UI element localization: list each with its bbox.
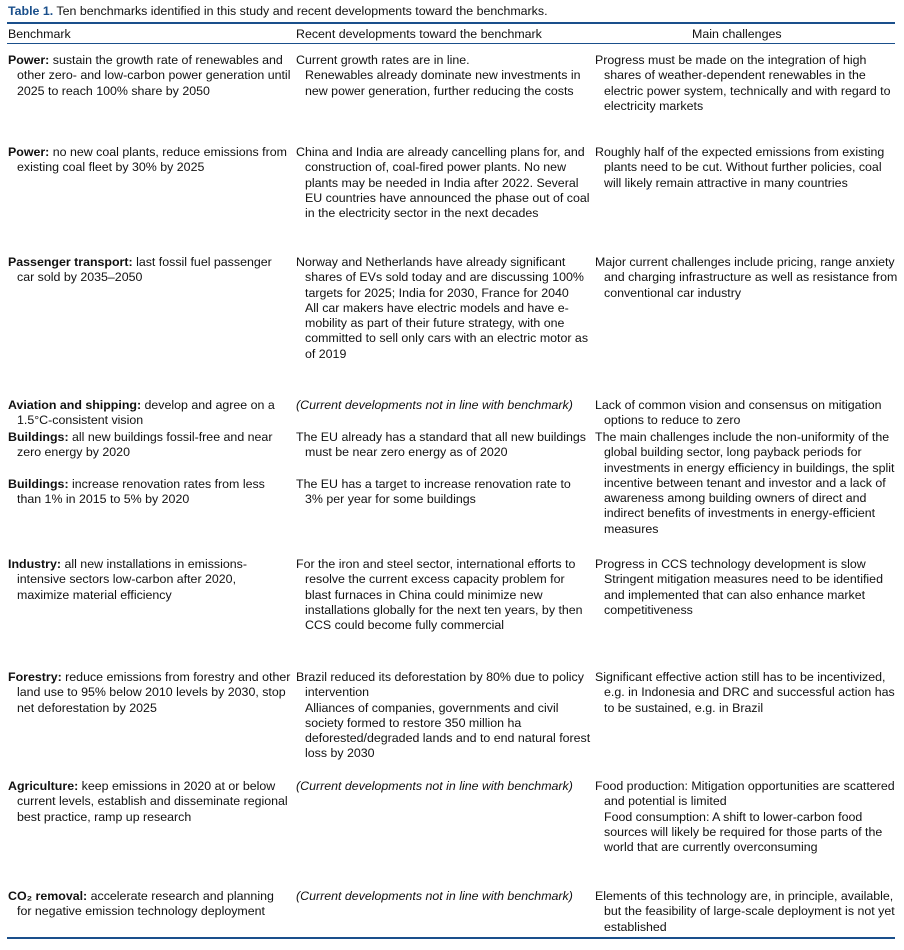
sector-label: Agriculture: [8,779,79,793]
challenges-cell: Progress in CCS technology development is slow Stringent mitigation measures need to be identified and implemented that can also enhance market competitiveness [595,557,883,617]
benchmark-cell [8,779,291,825]
developments-note: (Current developments not in line with benchmark) [296,779,573,793]
challenges-cell: Food production: Mitigation opportunities are scattered and potential is limited Food consumption: A shift to lower-carbon food sources will likely be required for those parts of the world that are currently overconsuming [595,779,895,855]
benchmark-text: last fossil fuel passenger car sold by 2035–2050 [17,255,272,285]
challenges-cell: Elements of this technology are, in principle, available, but the feasibility of large-scale deployment is not yet established [595,889,895,934]
developments-cell: Brazil reduced its deforestation by 80% due to policy intervention Alliances of companies, governments and civil society formed to restore 350 million ha deforested/degraded lands and to end natural forest loss by 2030 [296,670,591,761]
bottom-rule [7,937,895,939]
sector-label: Buildings: [8,477,69,491]
challenges-cell: Major current challenges include pricing, range anxiety and charging infrastructure as well as resistance from conventional car industry [595,255,898,300]
challenges-cell: Progress must be made on the integration of high shares of weather-dependent renewables in the electric power system, technically and with regard to electricity markets [595,53,891,113]
benchmark-cell [8,145,291,176]
developments-cell: Current growth rates are in line. Renewables already dominate new investments in new power generation, further reducing the costs [296,53,581,98]
table-caption-text: Ten benchmarks identified in this study and recent developments toward the benchmarks. [53,4,548,18]
benchmark-text: accelerate research and planning for negative emission technology deployment [17,889,274,919]
benchmark-cell [8,557,291,603]
challenges-cell: Roughly half of the expected emissions from existing plants need to be cut. Without further policies, coal will likely remain attractive in many countries [595,145,885,190]
benchmark-cell [8,398,291,429]
sector-label: Power: [8,53,50,67]
challenges-cell: The main challenges include the non-uniformity of the global building sector, long payback periods for investments in energy efficiency in buildings, the split incentive between tenant and investor and a lack of awareness among building owners of direct and indirect benefits of investments in energy-efficient measures [595,430,895,536]
developments-cell [296,779,591,794]
sector-label: Power: [8,145,50,159]
benchmark-cell [8,255,291,286]
top-rule [7,22,895,24]
developments-cell: China and India are already cancelling plans for, and construction of, coal-fired power plants. No new plants may be needed in India after 2022. Several EU countries have announced the phase out of coal in the electricity sector in the next decades [296,145,590,221]
challenges-cell: Significant effective action still has to be incentivized, e.g. in Indonesia and DRC and successful action has to be sustained, e.g. in Brazil [595,670,895,715]
benchmark-text: sustain the growth rate of renewables and other zero- and low-carbon power generation until 2025 to reach 100% share by 2050 [17,53,291,98]
developments-cell: Norway and Netherlands have already significant shares of EVs sold today and are discussing 100% targets for 2025; India for 2030, France for 2040 All car makers have electric models and have e-mobility as part of their future strategy, with one committed to sell only cars with an electric motor as of 2019 [296,255,589,361]
sector-label: Buildings: [8,430,69,444]
challenges-cell: Lack of common vision and consensus on mitigation options to reduce to zero [595,398,882,428]
sector-label: Industry: [8,557,62,571]
sector-label: Passenger transport: [8,255,133,269]
developments-note: (Current developments not in line with benchmark) [296,889,573,903]
developments-cell: The EU has a target to increase renovation rate to 3% per year for some buildings [296,477,571,507]
benchmark-cell [8,477,291,508]
sector-label: Aviation and shipping: [8,398,142,412]
benchmark-cell [8,53,291,99]
table-caption [8,4,548,18]
benchmark-text: increase renovation rates from less than 1% in 2015 to 5% by 2020 [17,477,265,507]
benchmark-text: keep emissions in 2020 at or below current levels, establish and disseminate regional best practice, ramp up research [17,779,288,824]
benchmark-text: develop and agree on a 1.5°C-consistent vision [17,398,275,428]
header-challenges: Main challenges [692,27,782,41]
developments-cell [296,889,591,904]
benchmark-text: all new buildings fossil-free and near zero energy by 2020 [17,430,273,460]
benchmark-cell [8,889,291,920]
developments-cell [296,398,591,413]
header-developments: Recent developments toward the benchmark [296,27,542,41]
benchmark-text: reduce emissions from forestry and other land use to 95% below 2010 levels by 2030, stop net deforestation by 2025 [17,670,291,715]
benchmark-cell [8,670,291,716]
benchmark-cell [8,430,291,461]
benchmark-text: all new installations in emissions-intensive sectors low-carbon after 2020, maximize material efficiency [17,557,247,602]
developments-note: (Current developments not in line with benchmark) [296,398,573,412]
sector-label: Forestry: [8,670,62,684]
developments-cell: The EU already has a standard that all new buildings must be near zero energy as of 2020 [296,430,586,460]
developments-cell: For the iron and steel sector, international efforts to resolve the current excess capacity problem for blast furnaces in China could minimize new installations globally for the next ten years, by then CCS could become fully commercial [296,557,583,633]
header-rule [7,43,895,44]
header-benchmark: Benchmark [8,27,71,41]
table-number: Table 1. [8,4,54,18]
benchmark-text: no new coal plants, reduce emissions from existing coal fleet by 30% by 2025 [17,145,287,175]
sector-label: CO₂ removal: [8,889,88,903]
